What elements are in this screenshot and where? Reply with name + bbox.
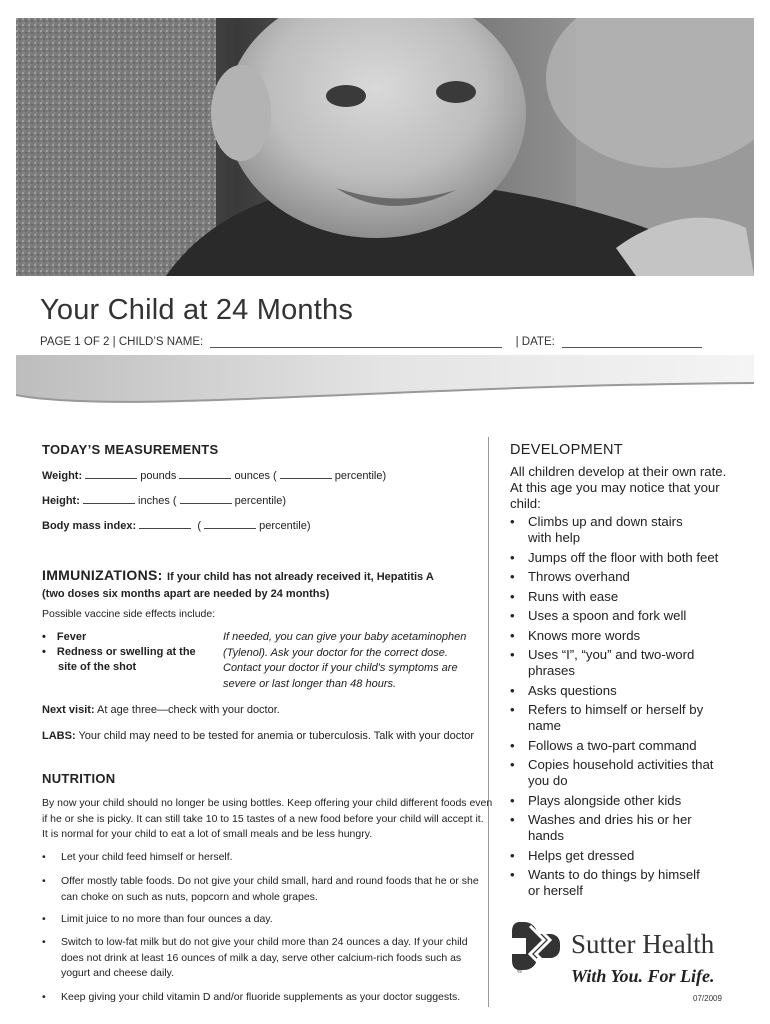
nutrition-heading: NUTRITION xyxy=(42,771,116,786)
page-title: Your Child at 24 Months xyxy=(40,294,354,326)
brand-name: Sutter Health xyxy=(571,929,715,959)
height-percentile-field[interactable] xyxy=(180,492,232,504)
percentile-label: percentile) xyxy=(259,520,311,532)
ounces-label: ounces ( xyxy=(234,470,277,482)
nutrition-item: • Limit juice to no more than four ounces a day. xyxy=(42,912,273,928)
bullet-dot: • xyxy=(510,757,515,772)
weight-row xyxy=(42,467,386,485)
development-item-text: hands xyxy=(528,828,564,843)
immunizations-heading-row xyxy=(42,567,434,586)
bullet-dot: • xyxy=(510,588,515,604)
development-item-text: Runs with ease xyxy=(528,588,619,604)
column-divider xyxy=(488,437,489,1007)
bullet-dot: • xyxy=(42,851,46,863)
development-item xyxy=(510,647,750,679)
bullet-dot: • xyxy=(42,991,46,1003)
inches-label: inches ( xyxy=(138,495,177,507)
header-swoosh xyxy=(0,355,770,415)
bullet-dot: • xyxy=(510,737,515,753)
development-item-text: Helps get dressed xyxy=(528,847,635,863)
development-item xyxy=(510,848,750,864)
development-item xyxy=(510,867,750,899)
bullet-dot: • xyxy=(510,847,515,863)
development-item-text: Jumps off the floor with both feet xyxy=(528,549,719,565)
side-effect-item-cont: site of the shot xyxy=(58,661,137,673)
development-item-text: Copies household activities that xyxy=(528,757,714,772)
header-subline xyxy=(40,336,730,348)
sutter-health-logo-icon xyxy=(510,920,562,972)
development-item-text: Uses a spoon and fork well xyxy=(528,608,687,623)
bullet-dot: • xyxy=(510,647,515,662)
bullet-dot: • xyxy=(510,682,515,698)
weight-percentile-field[interactable] xyxy=(280,467,332,479)
development-item-text: Plays alongside other kids xyxy=(528,792,682,808)
date-label: DATE: xyxy=(521,336,555,348)
bullet-dot: • xyxy=(510,608,515,623)
development-item xyxy=(510,608,750,624)
nutrition-item: • Switch to low-fat milk but do not give your child more than 24 ounces a day. If your child does not drink at least 16 ounces of milk a day, serve other calcium-rich foods such as yogurt and cheese daily. xyxy=(42,936,468,979)
development-intro: All children develop at their own rate. At this age you may notice that your child: xyxy=(510,464,727,511)
side-effect-item: • Fever xyxy=(42,631,87,643)
development-item xyxy=(510,589,750,605)
bullet-dot: • xyxy=(510,702,515,717)
page-label: PAGE 1 OF 2 xyxy=(40,336,110,348)
advice-text: If needed, you can give your baby acetaminophen (Tylenol). Ask your doctor for the correct dose. Contact your doctor if your child’s symptoms are severe or last longer than 48 hours. xyxy=(223,631,467,690)
nutrition-item: • Keep giving your child vitamin D and/or fluoride supplements as your doctor suggests. xyxy=(42,990,460,1006)
hero-photo xyxy=(16,18,754,276)
side-effect-item: • Redness or swelling at the xyxy=(42,646,196,658)
bullet-dot: • xyxy=(510,514,515,529)
development-list xyxy=(510,514,750,903)
child-name-field[interactable] xyxy=(210,337,502,348)
registered-mark: ® xyxy=(517,968,523,975)
development-item-text: Wants to do things by himself xyxy=(528,867,700,882)
development-item xyxy=(510,757,750,789)
weight-label: Weight: xyxy=(42,470,83,482)
height-row xyxy=(42,492,286,510)
bullet-dot: • xyxy=(42,913,46,925)
labs-text: Your child may need to be tested for anemia or tuberculosis. Talk with your doctor xyxy=(78,730,475,742)
labs-label: LABS: xyxy=(42,730,76,742)
bullet-dot: • xyxy=(510,627,515,643)
bullet-dot: • xyxy=(510,569,515,584)
development-item xyxy=(510,738,750,754)
bmi-row xyxy=(42,517,310,535)
bullet-dot: • xyxy=(510,792,515,808)
pounds-label: pounds xyxy=(140,470,177,482)
bullet-dot: • xyxy=(42,646,46,658)
development-item xyxy=(510,683,750,699)
development-item-text: you do xyxy=(528,773,568,788)
development-item xyxy=(510,569,750,585)
development-item xyxy=(510,628,750,644)
bullet-dot: • xyxy=(42,631,46,643)
development-item xyxy=(510,702,750,734)
next-visit-text: At age three—check with your doctor. xyxy=(97,704,280,716)
height-label: Height: xyxy=(42,495,80,507)
bmi-field[interactable] xyxy=(139,517,191,529)
separator: | xyxy=(112,336,119,348)
bmi-label: Body mass index: xyxy=(42,520,137,532)
height-inches-field[interactable] xyxy=(83,492,135,504)
weight-pounds-field[interactable] xyxy=(85,467,137,479)
development-item-text: Knows more words xyxy=(528,627,641,643)
development-item xyxy=(510,550,750,566)
paren: ( xyxy=(197,520,201,532)
nutrition-item: • Let your child feed himself or herself. xyxy=(42,850,233,866)
development-item-text: with help xyxy=(528,530,581,545)
development-item-text: Refers to himself or herself by xyxy=(528,702,704,717)
development-item xyxy=(510,812,750,844)
weight-ounces-field[interactable] xyxy=(179,467,231,479)
bullet-dot: • xyxy=(510,867,515,882)
development-item-text: Uses “I”, “you” and two-word xyxy=(528,647,695,662)
immunizations-line-1: If your child has not already received it, Hepatitis A xyxy=(167,571,434,583)
nutrition-item: • Offer mostly table foods. Do not give your child small, hard and round foods that he or she can choke on such as nuts, popcorn and whole grapes. xyxy=(42,875,479,903)
development-item-text: Throws overhand xyxy=(528,569,630,584)
immunizations-heading: IMMUNIZATIONS: xyxy=(42,567,163,583)
bullet-dot: • xyxy=(42,936,46,948)
development-item-text: Follows a two-part command xyxy=(528,737,697,753)
next-visit-label: Next visit: xyxy=(42,704,95,716)
development-item-text: or herself xyxy=(528,883,583,898)
measurements-heading: TODAY’S MEASUREMENTS xyxy=(42,442,219,457)
document-code: 07/2009 xyxy=(693,994,722,1003)
date-field[interactable] xyxy=(562,337,702,348)
development-item-text: phrases xyxy=(528,663,575,678)
nutrition-intro: By now your child should no longer be using bottles. Keep offering your child different foods even if he or she is picky. It can still take 10 to 15 tastes of a new food before your child will accept it. It is normal for your child to eat a lot of small meals and be less hungry. xyxy=(42,797,493,840)
percentile-label: percentile) xyxy=(234,495,287,507)
bullet-dot: • xyxy=(510,812,515,827)
development-item-text: name xyxy=(528,718,561,733)
development-item-text: Climbs up and down stairs xyxy=(528,514,683,529)
bullet-dot: • xyxy=(510,549,515,565)
development-item-text: Asks questions xyxy=(528,682,617,698)
side-effects-intro: Possible vaccine side effects include: xyxy=(42,608,216,620)
development-item xyxy=(510,514,750,546)
bullet-dot: • xyxy=(42,875,46,887)
labs xyxy=(42,729,474,745)
child-name-label: CHILD’S NAME: xyxy=(118,336,204,348)
next-visit xyxy=(42,703,280,719)
child-photo-illustration xyxy=(16,18,754,276)
development-item xyxy=(510,793,750,809)
immunizations-line-2: (two doses six months apart are needed by 24 months) xyxy=(42,588,330,600)
separator: | xyxy=(515,336,522,348)
development-heading: DEVELOPMENT xyxy=(510,442,623,458)
percentile-label: percentile) xyxy=(334,470,387,482)
brand-tagline: With You. For Life. xyxy=(571,966,715,986)
bmi-percentile-field[interactable] xyxy=(204,517,256,529)
development-item-text: Washes and dries his or her xyxy=(528,812,692,827)
